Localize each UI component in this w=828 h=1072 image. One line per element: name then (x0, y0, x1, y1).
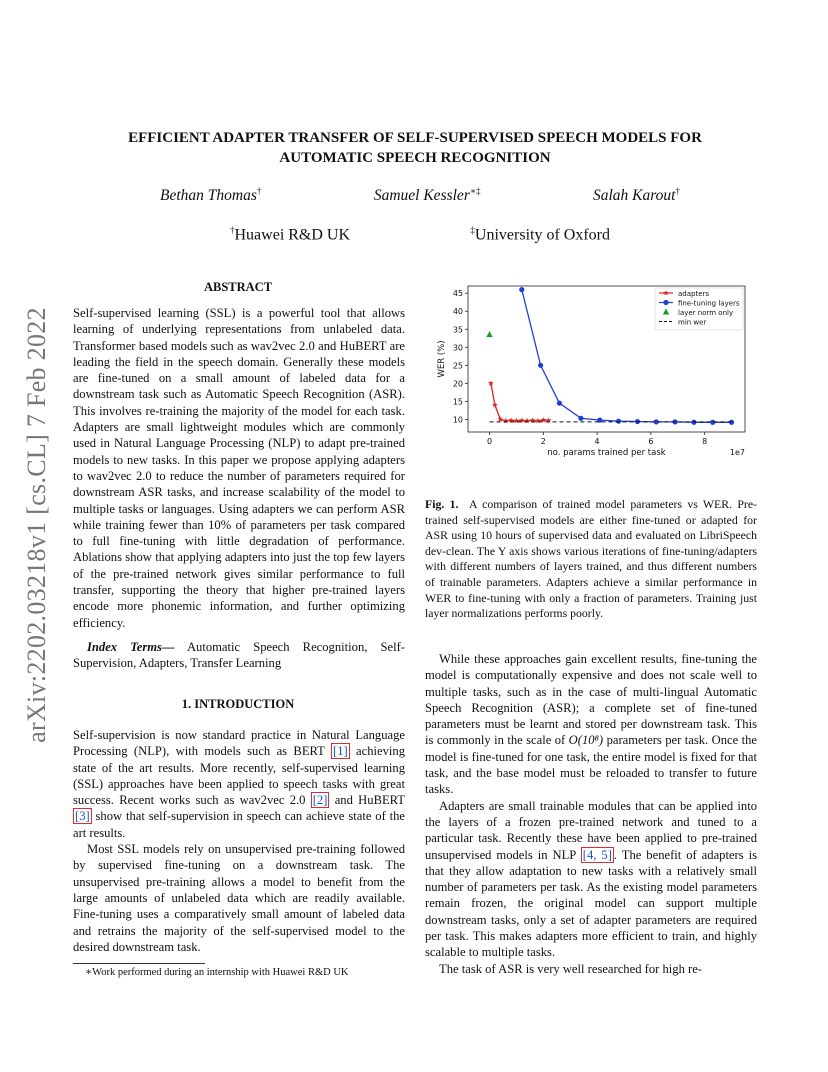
citation-link[interactable]: [4, 5] (582, 847, 612, 862)
data-point-adapters (497, 416, 503, 421)
caption-label: Fig. 1. (425, 497, 459, 511)
data-point-fine-tuning-layers (557, 401, 562, 406)
data-point-adapters (524, 418, 530, 423)
chart-legend (655, 288, 743, 330)
right-paragraph-1: While these approaches gain excellent results, fine-tuning the model is computationally expensive and does not scale well to multiple tasks, such as in the case of multi-lingual Automatic Speech Recognition (ASR); a complete set of fine-tuned parameters must be learnt and stored per downstream task. This is commonly in the scale of O(10⁸) parameters per task. Once the model is fine-tuned for one task, the entire model is fixed for that task, and the base model must be reloaded to transfer to future tasks. (425, 652, 757, 797)
abstract-text: Self-supervised learning (SSL) is a powerful tool that allows learning of underlying representations from unlabeled data. Transformer based models such as wav2vec 2.0 and HuBERT are leading the field in the speech domain. Generally these models are fine-tuned on a small amount of labeled data for a downstream task such as Automatic Speech Recognition (ASR). This involves re-training the majority of the model for each task. Adapters are small lightweight modules which are commonly used in Natural Language Processing (NLP) to adapt pre-trained models to new tasks. In this paper we propose applying adapters to wav2vec 2.0 to reduce the number of parameters required for downstream ASR tasks, and increase scalability of the model to multiple tasks or languages. Using adapters we can perform ASR while training fewer than 10% of parameters per task compared to full fine-tuning with little degradation of performance. Ablations show that applying adapters into just the top few layers of the pre-trained network gives similar performance to full transfer, supporting the theory that higher pre-trained layers encode more phonemic information, and further optimizing efficiency. (73, 306, 405, 630)
caption-text: A comparison of trained model parameters vs WER. Pre-trained self-supervised models are either fine-tuned or adapted for ASR using 10 hours of supervised data and evaluated on LibriSpeech dev-clean. The Y axis shows various iterations of fine-tuning/adapters with different numbers of layers trained, and thus different numbers of trainable parameters. Adapters achieve a similar performance in WER to fine-tuning with only a fraction of parameters. Training just layer normalizations performs poorly. (425, 497, 757, 621)
y-tick-label: 25 (452, 361, 463, 371)
author-1: Bethan Thomas† (160, 186, 262, 205)
right-paragraph-2: Adapters are small trainable modules that can be applied into the layers of a frozen pre-trained network and tuned to a particular task. Recently these have been applied to pre-trained unsupervised models in NLP [4, 5] . The benefit of adapters is that they allow adaptation to new tasks with a relatively small number of parameters per task. As the existing model parameters remain frozen, the original model can support multiple downstream tasks, only a set of adapter parameters are required per task. This makes adapters more efficient to train, and highly scalable to multiple tasks. (425, 798, 757, 960)
citation-link[interactable]: [3] (75, 809, 90, 824)
citation-link[interactable]: [2] (312, 793, 328, 808)
series-line-adapters (491, 383, 549, 421)
intro-paragraph-2: Most SSL models rely on unsupervised pre-training followed by supervised fine-tuning on a downstream task. The unsupervised pre-training allows a model to benefit from the large amounts of unlabeled data which are readily available. Fine-tuning uses a comparatively small amount of labeled data and retrains the majority of the self-supervised model to the desired downstream task. (73, 842, 405, 954)
x-tick-label: 6 (648, 437, 654, 446)
index-terms: Index Terms— Automatic Speech Recognition, Self-Supervision, Adapters, Transfer Learning (73, 639, 405, 671)
y-tick-label: 45 (452, 289, 463, 299)
data-point-layer-norm-only (486, 331, 492, 337)
data-point-fine-tuning-layers (519, 287, 524, 292)
affiliations (230, 225, 610, 244)
y-tick-label: 35 (452, 325, 463, 335)
paper-title: EFFICIENT ADAPTER TRANSFER OF SELF-SUPERVISED SPEECH MODELS FOR AUTOMATIC SPEECH RECOGNITION (128, 130, 702, 166)
data-point-adapters (503, 418, 509, 423)
intro-paragraph-1: Self-supervision is now standard practice in Natural Language Processing (NLP), with models such as BERT [1] achieving state of the art results. More recently, self-supervised learning (SSL) approaches have been applied to speech tasks with great success. Recent works such as wav2vec 2.0 [2] and HuBERT [3] show that self-supervision in speech can achieve state of the art results. (73, 728, 406, 840)
math-expression: O(10⁸) (568, 733, 604, 748)
intro-body (73, 727, 405, 955)
wer-vs-params-chart (430, 282, 755, 457)
y-tick-label: 10 (452, 415, 463, 425)
citation-link[interactable]: [1] (333, 744, 348, 759)
footnote-rule (73, 963, 205, 964)
x-axis-label: no. params trained per task (547, 448, 666, 457)
y-tick-label: 40 (452, 307, 463, 317)
data-point-fine-tuning-layers (578, 416, 583, 421)
y-tick-label: 15 (452, 397, 463, 407)
data-point-fine-tuning-layers (538, 363, 543, 368)
y-tick-label: 30 (452, 343, 463, 353)
legend-marker (663, 300, 668, 305)
x-tick-label: 8 (702, 437, 708, 446)
y-axis-label: WER (%) (437, 340, 447, 378)
legend-label: adapters (678, 289, 710, 298)
arxiv-identifier: arXiv:2202.03218v1 [cs.CL] 7 Feb 2022 (22, 307, 51, 743)
author-3: Salah Karout† (592, 186, 680, 205)
data-point-adapters (514, 418, 520, 423)
x-tick-label: 2 (540, 437, 546, 446)
affiliation-1: †Huawei R&D UK (230, 225, 351, 244)
x-offset-label: 1e7 (729, 448, 745, 457)
abstract-body (73, 305, 405, 672)
legend-label: min wer (678, 318, 707, 327)
footnote: ∗Work performed during an internship with Huawei R&D UK (85, 967, 349, 978)
data-point-fine-tuning-layers (616, 419, 621, 424)
right-paragraph-3: The task of ASR is very well researched for high re- (439, 961, 702, 976)
affiliation-2: ‡University of Oxford (470, 225, 610, 244)
right-column-body (425, 651, 757, 977)
legend-label: layer norm only (678, 308, 734, 317)
x-tick-label: 0 (486, 437, 493, 446)
legend-label: fine-tuning layers (678, 299, 740, 308)
author-list (160, 186, 680, 205)
author-2: Samuel Kessler∗‡ (373, 186, 481, 205)
data-point-adapters (535, 418, 541, 423)
y-tick-label: 20 (452, 379, 463, 389)
intro-heading: 1. INTRODUCTION (181, 697, 295, 711)
x-tick-label: 4 (594, 437, 600, 446)
abstract-heading: ABSTRACT (203, 280, 273, 294)
figure-caption (425, 497, 757, 622)
